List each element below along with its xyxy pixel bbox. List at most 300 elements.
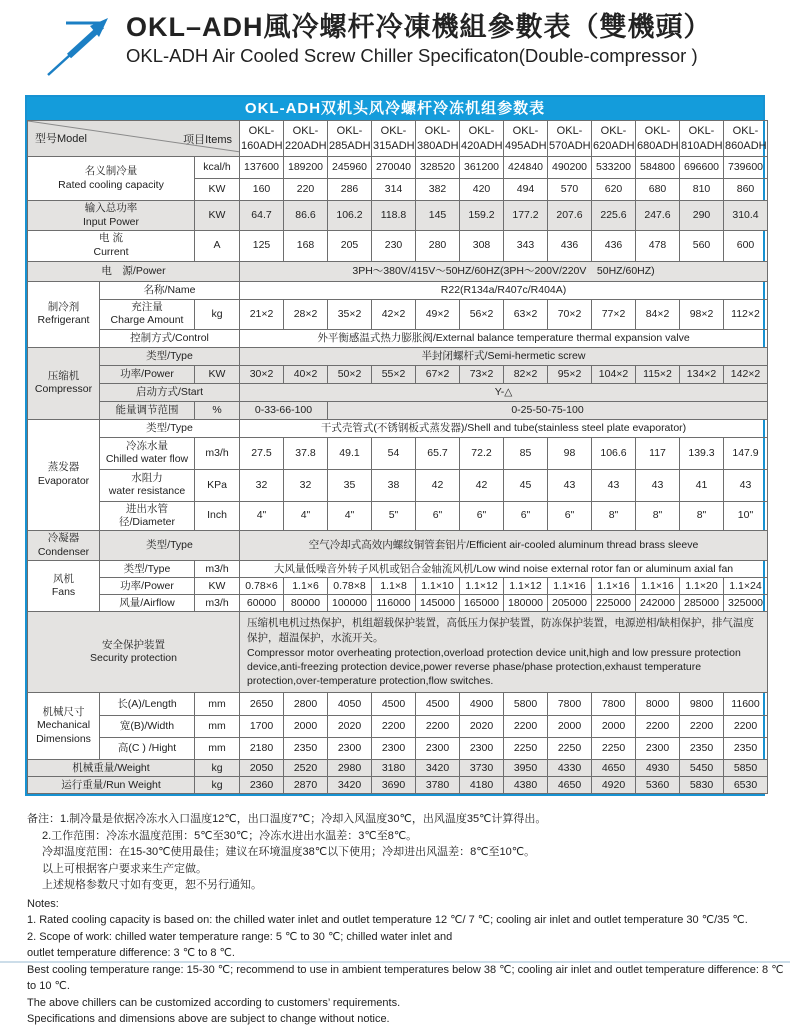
notes-zh [27,811,790,894]
unit-cell: mm [195,716,240,738]
label-en: Condenser [37,545,90,558]
value-cell: 1700 [240,716,284,738]
value-cell: 4500 [416,693,460,716]
value-cell: 3420 [416,760,460,777]
value-cell: 1.1×16 [592,578,636,595]
value-cell: 3690 [372,777,416,794]
title-block [126,12,712,67]
unit-cell: mm [195,693,240,716]
value-cell: 116000 [372,595,416,612]
value-cell: 4180 [460,777,504,794]
value-cell: 43 [636,469,680,501]
page-title-zh: OKL–ADH風冷螺杆冷凍機組參數表（雙機頭） [126,12,712,42]
value-cell: 147.9 [724,437,768,469]
value-cell: 584800 [636,157,680,179]
value-cell: 5830 [680,777,724,794]
value-cell: 533200 [592,157,636,179]
value-cell: 1.1×8 [372,578,416,595]
model-header-cell: OKL- 495ADH [504,121,548,157]
value-cell: 570 [548,179,592,201]
energy-range-b: 0-25-50-75-100 [328,401,768,419]
value-cell: 2000 [284,716,328,738]
refrigerant-name-value: R22(R134a/R407c/R404A) [240,281,768,299]
value-cell: 382 [416,179,460,201]
value-cell: 1.1×12 [504,578,548,595]
compressor-type-row [28,347,768,365]
value-cell: 1.1×10 [416,578,460,595]
label-en: Current [93,245,129,258]
value-cell: 1.1×24 [724,578,768,595]
value-cell: 270040 [372,157,416,179]
value-cell: 325000 [724,595,768,612]
value-cell: 70×2 [548,299,592,329]
arrow-logo-icon [36,14,120,78]
value-cell: 85 [504,437,548,469]
value-cell: 43 [724,469,768,501]
label-en: Input Power [82,215,140,228]
value-cell: 2350 [680,738,724,760]
fan-power-row [28,578,768,595]
value-cell: 40×2 [284,365,328,383]
value-cell: 5360 [636,777,680,794]
value-cell: 8000 [636,693,680,716]
model-header-row [28,121,768,157]
model-header-cell: OKL- 315ADH [372,121,416,157]
value-cell: 280 [416,231,460,261]
water-resistance-label [100,469,195,501]
run-weight-row [28,777,768,794]
label-zh: 制冷剂 [47,300,80,313]
value-cell: 361200 [460,157,504,179]
value-cell: 6" [460,501,504,530]
value-cell: 2650 [240,693,284,716]
unit-cell: KW [195,578,240,595]
fans-group-label [28,561,100,612]
value-cell: 32 [284,469,328,501]
value-cell: 620 [592,179,636,201]
value-cell: 35 [328,469,372,501]
value-cell: 4330 [548,760,592,777]
unit-cell: mm [195,738,240,760]
value-cell: 4920 [592,777,636,794]
airflow-row [28,595,768,612]
label-en: water resistance [108,485,186,498]
energy-range-row [28,401,768,419]
value-cell: 600 [724,231,768,261]
control-row [28,329,768,347]
unit-cell: kcal/h [195,157,240,179]
value-cell: 139.3 [680,437,724,469]
value-cell: 6" [504,501,548,530]
value-cell: 42 [416,469,460,501]
fan-power-label: 功率/Power [100,578,195,595]
note-line: Notes: [27,897,59,910]
security-protection-label [28,612,240,693]
value-cell: 112×2 [724,299,768,329]
security-protection-row [28,612,768,693]
value-cell: 2300 [416,738,460,760]
power-supply-value: 3PH～380V/415V～50HZ/60HZ(3PH～200V/220V 50HZ/60HZ) [240,261,768,281]
condenser-type-value: 空气冷却式高效内螺纹铜管套铝片/Efficient air-cooled aluminum thread brass sleeve [240,531,768,561]
model-header-cell: OKL- 680ADH [636,121,680,157]
value-cell: 739600 [724,157,768,179]
start-mode-value: Y-△ [240,383,768,401]
corner-cell [28,121,240,157]
spec-table-frame [25,95,765,796]
label-en: Fans [51,586,76,599]
value-cell: 3420 [328,777,372,794]
note-line: 1. Rated cooling capacity is based on: the chilled water inlet and outlet temperature 12 ℃/ 7 ℃; cooling air inlet and outlet temperature 30 ℃/35 ℃. [27,914,748,927]
fan-type-label: 类型/Type [100,561,195,578]
value-cell: 98×2 [680,299,724,329]
value-cell: 2360 [240,777,284,794]
security-protection-text [240,612,768,693]
value-cell: 21×2 [240,299,284,329]
width-row [28,716,768,738]
chilled-water-flow-label [100,437,195,469]
value-cell: 189200 [284,157,328,179]
label-zh: 风机 [53,572,74,585]
value-cell: 4650 [548,777,592,794]
unit-cell: KW [195,201,240,231]
value-cell: 420 [460,179,504,201]
spec-table [27,120,768,794]
value-cell: 2350 [284,738,328,760]
condenser-type-label: 类型/Type [100,531,240,561]
value-cell: 98 [548,437,592,469]
value-cell: 7800 [592,693,636,716]
value-cell: 205 [328,231,372,261]
label-zh: 充注量 [131,300,163,313]
value-cell: 77×2 [592,299,636,329]
value-cell: 145000 [416,595,460,612]
label-zh: 冷冻水量 [126,439,168,452]
value-cell: 696600 [680,157,724,179]
evaporator-type-label: 类型/Type [100,419,240,437]
model-header-cell: OKL- 860ADH [724,121,768,157]
security-text-en: Compressor motor overheating protection,overload protection device unit,high and low pressure protection device,anti-freezing protection device,power reverse phase/phase protection,exhaust temperature protection,over-temperature protection,flow switches. [247,646,741,688]
charge-amount-label [100,299,195,329]
value-cell: 165000 [460,595,504,612]
note-line: 冷却温度范围：在15-30℃使用最佳；建议在环境温度38℃以下使用；冷却进出风温差：8℃至10℃。 [42,846,536,859]
value-cell: 205000 [548,595,592,612]
current-label [28,231,195,261]
value-cell: 2200 [724,716,768,738]
unit-cell: kg [195,777,240,794]
corner-model-label: 型号Model [35,133,87,146]
value-cell: 82×2 [504,365,548,383]
value-cell: 560 [680,231,724,261]
power-supply-row [28,261,768,281]
value-cell: 2200 [372,716,416,738]
value-cell: 177.2 [504,201,548,231]
value-cell: 2000 [592,716,636,738]
page-header [36,12,790,78]
value-cell: 50×2 [328,365,372,383]
model-header-cell: OKL- 220ADH [284,121,328,157]
value-cell: 142×2 [724,365,768,383]
model-header-cell: OKL- 620ADH [592,121,636,157]
compressor-power-row [28,365,768,383]
value-cell: 100000 [328,595,372,612]
unit-cell: A [195,231,240,261]
value-cell: 28×2 [284,299,328,329]
label-en: Mechanical Dimensions [36,719,91,746]
value-cell: 225000 [592,595,636,612]
value-cell: 2300 [328,738,372,760]
unit-cell: KPa [195,469,240,501]
note-line: 2.工作范围：冷冻水温度范围：5℃至30℃；冷冻水进出水温差：3℃至8℃。 [42,829,418,842]
height-label: 高(C ) /Hight [100,738,195,760]
value-cell: 2250 [592,738,636,760]
input-power-row [28,201,768,231]
value-cell: 5" [372,501,416,530]
energy-range-a: 0-33-66-100 [240,401,328,419]
value-cell: 49×2 [416,299,460,329]
value-cell: 11600 [724,693,768,716]
value-cell: 4" [328,501,372,530]
value-cell: 30×2 [240,365,284,383]
value-cell: 2020 [328,716,372,738]
value-cell: 3950 [504,760,548,777]
value-cell: 5800 [504,693,548,716]
unit-cell: m3/h [195,437,240,469]
value-cell: 247.6 [636,201,680,231]
label-en: Chilled water flow [105,453,189,466]
charge-amount-row [28,299,768,329]
refrigerant-name-row [28,281,768,299]
evaporator-type-row [28,419,768,437]
refrigerant-group-label [28,281,100,347]
label-en: Rated cooling capacity [58,178,164,191]
value-cell: 230 [372,231,416,261]
value-cell: 494 [504,179,548,201]
value-cell: 5450 [680,760,724,777]
value-cell: 45 [504,469,548,501]
value-cell: 2000 [548,716,592,738]
value-cell: 2250 [504,738,548,760]
width-label: 宽(B)/Width [100,716,195,738]
label-zh: 安全保护装置 [102,638,165,651]
value-cell: 137600 [240,157,284,179]
unit-cell: % [195,401,240,419]
value-cell: 4050 [328,693,372,716]
value-cell: 43 [592,469,636,501]
value-cell: 478 [636,231,680,261]
power-supply-label: 电 源/Power [28,261,240,281]
value-cell: 4900 [460,693,504,716]
value-cell: 49.1 [328,437,372,469]
value-cell: 160 [240,179,284,201]
note-line: 以上可根据客户要求来生产定做。 [42,862,207,875]
unit-cell: KW [195,365,240,383]
value-cell: 3180 [372,760,416,777]
value-cell: 145 [416,201,460,231]
model-header-cell: OKL- 570ADH [548,121,592,157]
unit-cell: kg [195,760,240,777]
value-cell: 6530 [724,777,768,794]
label-en: Evaporator [37,474,90,487]
pipe-diameter-row [28,501,768,530]
value-cell: 3780 [416,777,460,794]
corner-items-label: 项目Items [183,134,233,147]
note-line: 备注：1.制冷量是依据冷冻水入口温度12℃，出口温度7℃；冷却入风温度30℃，出风温度35℃计算得出。 [27,813,547,826]
value-cell: 3730 [460,760,504,777]
value-cell: 242000 [636,595,680,612]
value-cell: 2870 [284,777,328,794]
compressor-type-value: 半封闭螺杆式/Semi-hermetic screw [240,347,768,365]
refrigerant-name-label: 名称/Name [100,281,240,299]
value-cell: 80000 [284,595,328,612]
value-cell: 4" [284,501,328,530]
label-en: Charge Amount [110,314,184,327]
value-cell: 308 [460,231,504,261]
value-cell: 134×2 [680,365,724,383]
value-cell: 2200 [416,716,460,738]
value-cell: 6" [548,501,592,530]
label-zh: 水阻力 [131,471,163,484]
value-cell: 95×2 [548,365,592,383]
value-cell: 436 [592,231,636,261]
height-row [28,738,768,760]
label-en: Security protection [90,652,177,665]
label-en: Compressor [34,383,93,396]
value-cell: 4380 [504,777,548,794]
pipe-diameter-label: 进出水管径/Diameter [100,501,195,530]
compressor-power-label: 功率/Power [100,365,195,383]
value-cell: 4" [240,501,284,530]
value-cell: 10" [724,501,768,530]
value-cell: 0.78×6 [240,578,284,595]
value-cell: 41 [680,469,724,501]
weight-row [28,760,768,777]
value-cell: 2050 [240,760,284,777]
note-line: Specifications and dimensions above are subject to change without notice. [27,1013,390,1026]
rated-capacity-label [28,157,195,201]
value-cell: 72.2 [460,437,504,469]
evaporator-group-label [28,419,100,530]
model-header-cell: OKL- 420ADH [460,121,504,157]
unit-cell: m3/h [195,561,240,578]
current-row [28,231,768,261]
value-cell: 0.78×8 [328,578,372,595]
start-mode-label: 启动方式/Start [100,383,240,401]
compressor-type-label: 类型/Type [100,347,240,365]
energy-range-label: 能量调节范围 [100,401,195,419]
model-header-cell: OKL- 160ADH [240,121,284,157]
notes-section [27,811,790,1028]
value-cell: 2300 [460,738,504,760]
note-line: 上述规格参数尺寸如有变更，恕不另行通知。 [42,879,262,892]
label-zh: 蒸发器 [47,461,80,474]
value-cell: 310.4 [724,201,768,231]
value-cell: 245960 [328,157,372,179]
note-line: outlet temperature difference: 3 ℃ to 8 ℃. [27,947,235,960]
value-cell: 9800 [680,693,724,716]
table-caption: OKL-ADH双机头风冷螺杆冷冻机组参数表 [27,97,763,120]
value-cell: 86.6 [284,201,328,231]
value-cell: 42×2 [372,299,416,329]
value-cell: 56×2 [460,299,504,329]
model-header-cell: OKL- 285ADH [328,121,372,157]
value-cell: 54 [372,437,416,469]
value-cell: 125 [240,231,284,261]
note-line: 2. Scope of work: chilled water temperature range: 5 ℃ to 30 ℃; chilled water inlet and [27,930,453,943]
unit-cell: m3/h [195,595,240,612]
length-label: 长(A)/Length [100,693,195,716]
run-weight-label: 运行重量/Run Weight [28,777,195,794]
value-cell: 328520 [416,157,460,179]
value-cell: 7800 [548,693,592,716]
value-cell: 285000 [680,595,724,612]
value-cell: 2250 [548,738,592,760]
compressor-group-label [28,347,100,419]
value-cell: 2800 [284,693,328,716]
value-cell: 117 [636,437,680,469]
value-cell: 84×2 [636,299,680,329]
value-cell: 37.8 [284,437,328,469]
input-power-label [28,201,195,231]
value-cell: 43 [548,469,592,501]
label-zh: 电 流 [99,232,123,245]
value-cell: 424840 [504,157,548,179]
unit-cell: kg [195,299,240,329]
security-text-zh: 压缩机电机过热保护，机组超载保护装置，高低压力保护装置，防冻保护装置，电源逆相/缺相保护，排气温度保护，超温保护，水流开关。 [247,617,754,644]
value-cell: 42 [460,469,504,501]
value-cell: 2020 [460,716,504,738]
value-cell: 180000 [504,595,548,612]
value-cell: 35×2 [328,299,372,329]
value-cell: 27.5 [240,437,284,469]
value-cell: 64.7 [240,201,284,231]
value-cell: 8" [636,501,680,530]
condenser-group-label [28,531,100,561]
value-cell: 104×2 [592,365,636,383]
label-zh: 名义制冷量 [84,164,138,177]
value-cell: 314 [372,179,416,201]
dimensions-group-label [28,693,100,760]
weight-label: 机械重量/Weight [28,760,195,777]
value-cell: 65.7 [416,437,460,469]
value-cell: 55×2 [372,365,416,383]
value-cell: 4650 [592,760,636,777]
value-cell: 4930 [636,760,680,777]
note-line: The above chillers can be customized according to customers’ requirements. [27,996,401,1009]
value-cell: 168 [284,231,328,261]
value-cell: 73×2 [460,365,504,383]
value-cell: 680 [636,179,680,201]
note-line: Best cooling temperature range: 15-30 ℃; recommend to use in ambient temperatures below 38 ℃; cooling air inlet and outlet temperature difference: 8 ℃ to 10 ℃. [27,963,784,993]
value-cell: 2350 [724,738,768,760]
value-cell: 106.6 [592,437,636,469]
value-cell: 8" [680,501,724,530]
value-cell: 2200 [680,716,724,738]
fan-type-row [28,561,768,578]
control-label: 控制方式/Control [100,329,240,347]
value-cell: 8" [592,501,636,530]
value-cell: 115×2 [636,365,680,383]
value-cell: 2300 [636,738,680,760]
fan-type-value: 大风量低噪音外转子风机或铝合金轴流风机/Low wind noise external rotor fan or aluminum axial fan [240,561,768,578]
value-cell: 5850 [724,760,768,777]
value-cell: 490200 [548,157,592,179]
page-title-en: OKL-ADH Air Cooled Screw Chiller Specificaton(Double-compressor ) [126,45,698,67]
value-cell: 60000 [240,595,284,612]
unit-cell: KW [195,179,240,201]
value-cell: 290 [680,201,724,231]
value-cell: 63×2 [504,299,548,329]
value-cell: 32 [240,469,284,501]
